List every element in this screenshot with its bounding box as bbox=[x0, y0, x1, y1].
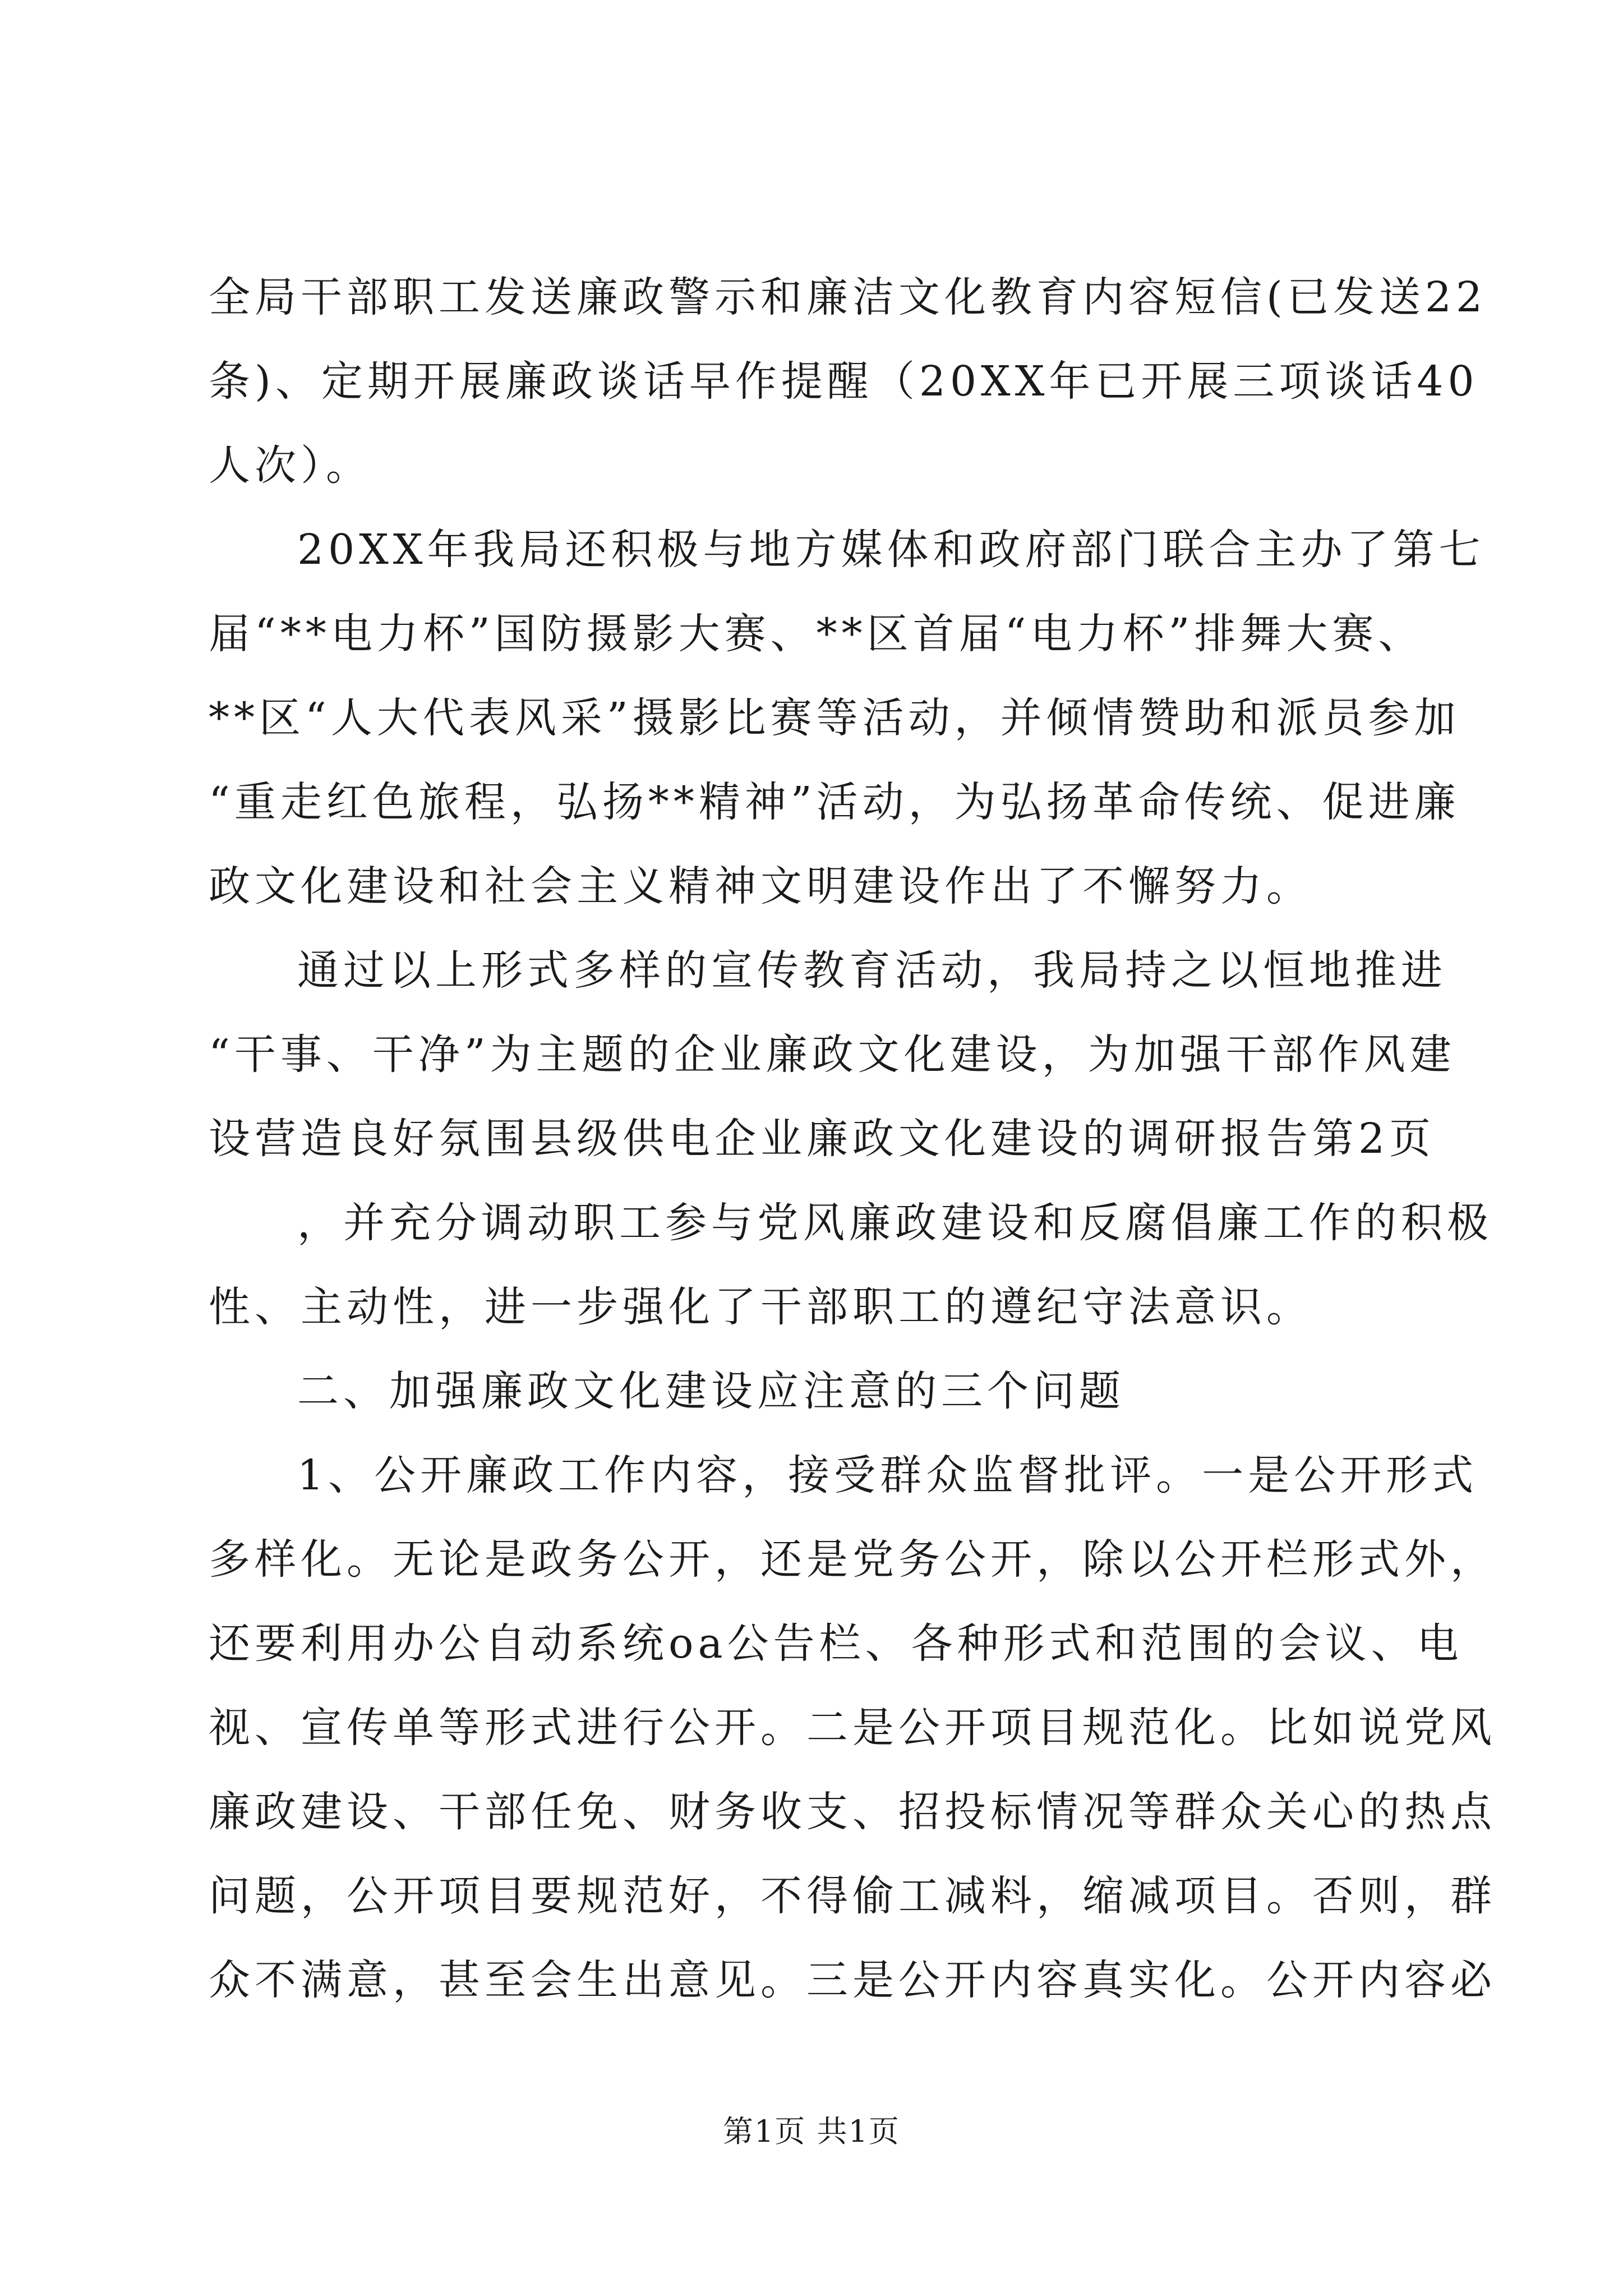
text-line: 条)、定期开展廉政谈话早作提醒（20XX年已开展三项谈话40 bbox=[209, 357, 1479, 406]
page-footer: 第1页 共1页 bbox=[723, 2114, 900, 2149]
text-line: 设营造良好氛围县级供电企业廉政文化建设的调研报告第2页 bbox=[209, 1115, 1436, 1163]
paragraph-first-line: 通过以上形式多样的宣传教育活动，我局持之以恒地推进 bbox=[297, 946, 1447, 995]
text-line: 多样化。无论是政务公开，还是党务公开，除以公开栏形式外， bbox=[209, 1535, 1496, 1584]
text-line: **区“人大代表风采”摄影比赛等活动，并倾情赞助和派员参加 bbox=[209, 694, 1460, 742]
text-line: 视、宣传单等形式进行公开。二是公开项目规范化。比如说党风 bbox=[209, 1704, 1496, 1752]
text-line: “重走红色旅程，弘扬**精神”活动，为弘扬革命传统、促进廉 bbox=[209, 778, 1460, 826]
section-heading: 二、加强廉政文化建设应注意的三个问题 bbox=[297, 1367, 1125, 1415]
text-line: 全局干部职工发送廉政警示和廉洁文化教育内容短信(已发送22 bbox=[209, 273, 1487, 321]
text-line: 问题，公开项目要规范好，不得偷工减料，缩减项目。否则，群 bbox=[209, 1872, 1496, 1920]
text-line: 还要利用办公自动系统oa公告栏、各种形式和范围的会议、电 bbox=[209, 1619, 1463, 1668]
text-line: 届“**电力杯”国防摄影大赛、**区首届“电力杯”排舞大赛、 bbox=[209, 610, 1424, 658]
text-line: 性、主动性，进一步强化了干部职工的遵纪守法意识。 bbox=[209, 1283, 1312, 1331]
text-line: ，并充分调动职工参与党风廉政建设和反腐倡廉工作的积极 bbox=[297, 1199, 1493, 1247]
paragraph-first-line: 1、公开廉政工作内容，接受群众监督批评。一是公开形式 bbox=[297, 1451, 1478, 1499]
text-line: 人次）。 bbox=[209, 441, 372, 490]
text-line: 廉政建设、干部任免、财务收支、招投标情况等群众关心的热点 bbox=[209, 1788, 1496, 1836]
text-line: 众不满意，甚至会生出意见。三是公开内容真实化。公开内容必 bbox=[209, 1956, 1496, 2004]
text-line: 政文化建设和社会主义精神文明建设作出了不懈努力。 bbox=[209, 862, 1312, 910]
text-line: “干事、干净”为主题的企业廉政文化建设，为加强干部作风建 bbox=[209, 1030, 1456, 1079]
paragraph-first-line: 20XX年我局还积极与地方媒体和政府部门联合主办了第七 bbox=[297, 526, 1485, 574]
